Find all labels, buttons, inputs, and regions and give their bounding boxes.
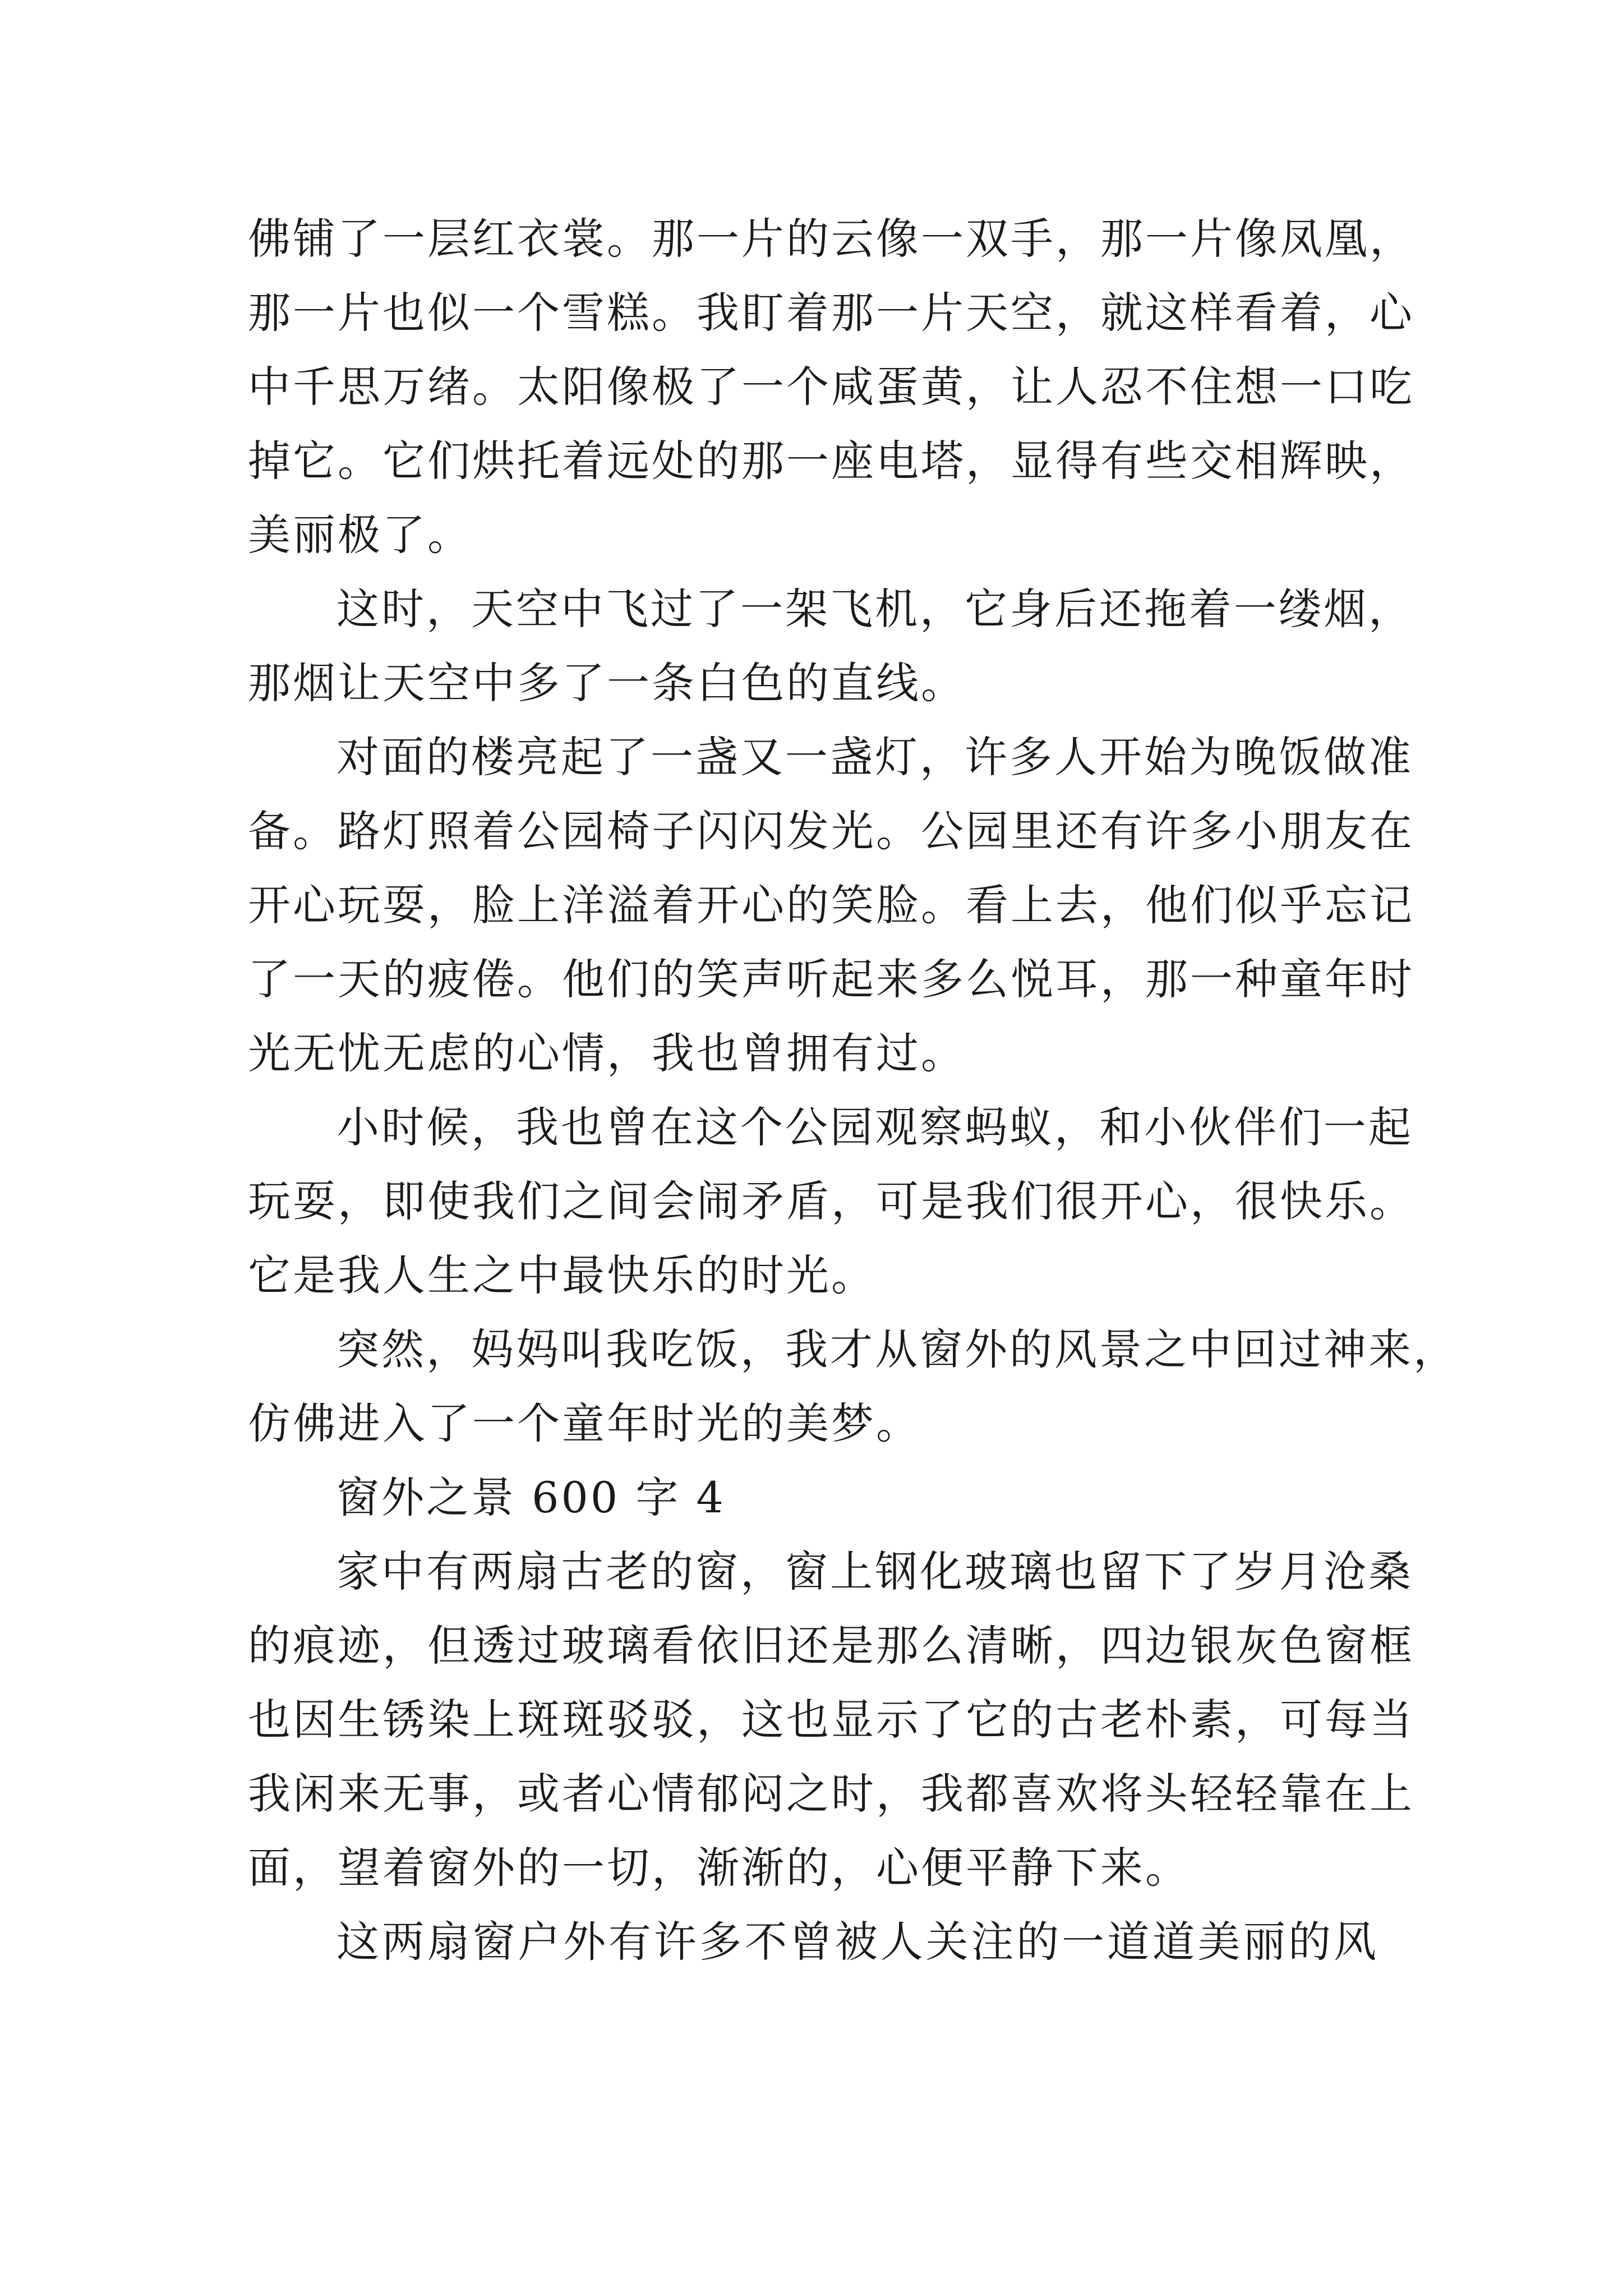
section-heading: 窗外之景 600 字 4 — [336, 1473, 726, 1522]
text-line: 备。路灯照着公园椅子闪闪发光。公园里还有许多小朋友在 — [248, 806, 1414, 856]
text-line: 那一片也似一个雪糕。我盯着那一片天空，就这样看着，心 — [248, 288, 1414, 338]
text-line: 美丽极了。 — [248, 510, 472, 560]
text-line: 开心玩耍，脸上洋溢着开心的笑脸。看上去，他们似乎忘记 — [248, 880, 1414, 930]
text-line: 的痕迹，但透过玻璃看依旧还是那么清晰，四边银灰色窗框 — [248, 1621, 1414, 1671]
text-line: 对面的楼亮起了一盏又一盏灯，许多人开始为晚饭做准 — [336, 732, 1413, 782]
text-line: 它是我人生之中最快乐的时光。 — [248, 1250, 876, 1300]
text-line: 那烟让天空中多了一条白色的直线。 — [248, 658, 966, 708]
text-line: 中千思万绪。太阳像极了一个咸蛋黄，让人忍不住想一口吃 — [248, 362, 1414, 412]
text-line: 掉它。它们烘托着远处的那一座电塔，显得有些交相辉映， — [248, 436, 1414, 486]
text-line: 这时，天空中飞过了一架飞机，它身后还拖着一缕烟， — [336, 584, 1413, 634]
text-line: 佛铺了一层红衣裳。那一片的云像一双手，那一片像凤凰， — [248, 214, 1414, 264]
text-line: 仿佛进入了一个童年时光的美梦。 — [248, 1398, 921, 1448]
text-line: 小时候，我也曾在这个公园观察蚂蚁，和小伙伴们一起 — [336, 1102, 1413, 1152]
text-line: 了一天的疲倦。他们的笑声听起来多么悦耳，那一种童年时 — [248, 954, 1414, 1004]
text-line: 也因生锈染上斑斑驳驳，这也显示了它的古老朴素，可每当 — [248, 1695, 1414, 1745]
text-line: 光无忧无虑的心情，我也曾拥有过。 — [248, 1028, 966, 1078]
text-line: 我闲来无事，或者心情郁闷之时，我都喜欢将头轻轻靠在上 — [248, 1769, 1414, 1819]
text-line: 这两扇窗户外有许多不曾被人关注的一道道美丽的风 — [336, 1917, 1378, 1967]
text-line: 家中有两扇古老的窗，窗上钢化玻璃也留下了岁月沧桑 — [336, 1547, 1413, 1596]
text-line: 面，望着窗外的一切，渐渐的，心便平静下来。 — [248, 1843, 1190, 1893]
text-line: 玩耍，即使我们之间会闹矛盾，可是我们很开心，很快乐。 — [248, 1176, 1414, 1226]
text-line: 突然，妈妈叫我吃饭，我才从窗外的风景之中回过神来， — [336, 1324, 1458, 1374]
